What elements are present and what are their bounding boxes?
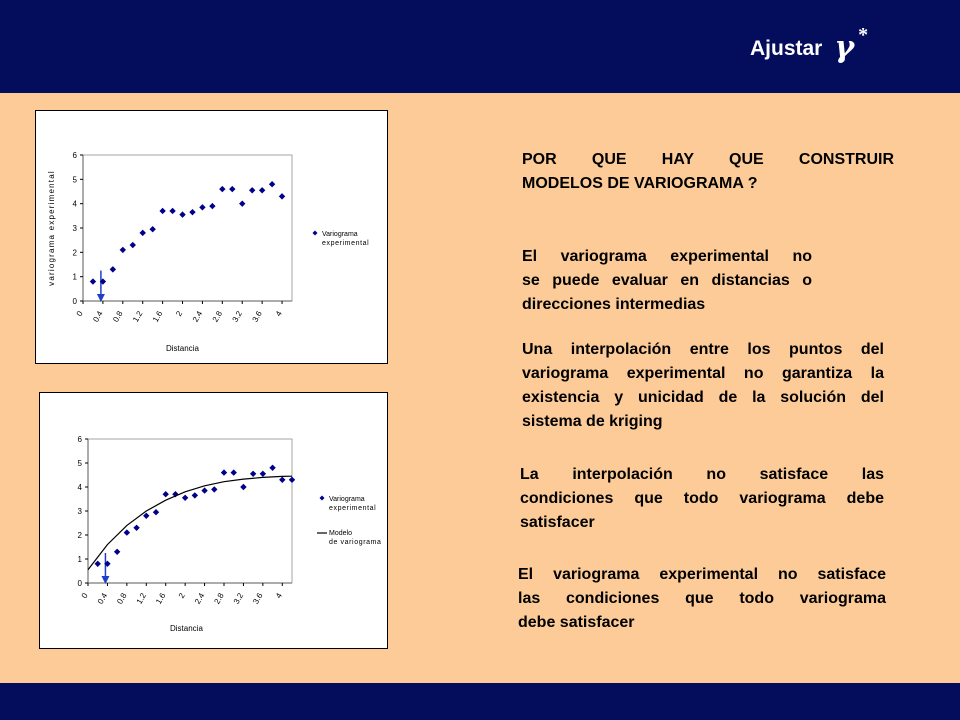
data-point: [229, 186, 235, 192]
paragraph-line: las condiciones que todo variograma: [518, 590, 886, 607]
paragraph-line: se puede evaluar en distancias o: [522, 272, 812, 289]
paragraph-line: variograma experimental no garantiza la: [522, 365, 884, 382]
data-point: [211, 486, 217, 492]
x-tick-label: 2.8: [210, 309, 225, 324]
y-tick-label: 0: [77, 579, 82, 588]
legend-label: experimental: [329, 505, 377, 512]
footer-bar: [0, 683, 960, 720]
x-tick-label: 1.6: [150, 309, 165, 324]
data-point: [231, 469, 237, 475]
legend-marker-swatch: [313, 231, 318, 236]
paragraph-line: sistema de kriging: [522, 413, 663, 430]
legend-label: Variograma: [329, 496, 365, 503]
data-point: [269, 465, 275, 471]
data-point: [149, 226, 155, 232]
paragraph-line: La interpolación no satisface las: [520, 466, 884, 483]
data-point: [279, 477, 285, 483]
y-tick-label: 5: [72, 175, 77, 185]
paragraph-line: Una interpolación entre los puntos del: [522, 341, 884, 358]
paragraph-line: debe satisfacer: [518, 614, 635, 631]
data-point: [249, 187, 255, 193]
data-point: [209, 203, 215, 209]
x-tick-label: 3.2: [231, 591, 246, 606]
data-point: [110, 266, 116, 272]
x-tick-label: 0.4: [95, 591, 110, 606]
data-point: [179, 211, 185, 217]
x-axis-label: Distancia: [166, 344, 199, 353]
data-point: [95, 561, 101, 567]
data-point: [239, 200, 245, 206]
data-point: [221, 469, 227, 475]
x-tick-label: 2.4: [190, 309, 205, 324]
paragraph-1: [522, 245, 812, 317]
x-tick-label: 1.2: [134, 591, 149, 606]
data-point: [114, 549, 120, 555]
data-point: [240, 484, 246, 490]
data-point: [201, 487, 207, 493]
data-point: [259, 187, 265, 193]
legend-label: Variograma: [322, 231, 358, 238]
gamma-symbol: γ: [834, 30, 855, 65]
y-tick-label: 1: [77, 555, 82, 564]
data-point: [269, 181, 275, 187]
data-point: [130, 242, 136, 248]
x-tick-label: 0.8: [115, 591, 129, 606]
paragraph-line: satisfacer: [520, 514, 595, 531]
superscript-star: *: [858, 24, 869, 46]
data-point: [199, 204, 205, 210]
data-point: [279, 193, 285, 199]
paragraph-2: [522, 338, 884, 434]
paragraph-line: existencia y unicidad de la solución del: [522, 389, 884, 406]
data-point: [143, 513, 149, 519]
y-tick-label: 6: [72, 151, 77, 160]
data-point: [133, 525, 139, 531]
legend-label: de variograma: [329, 539, 382, 546]
header-bar: [0, 0, 960, 93]
chart-experimental: [35, 110, 388, 364]
data-point: [159, 208, 165, 214]
x-tick-label: 4: [273, 309, 284, 318]
legend-label: Modelo: [329, 530, 352, 537]
y-tick-label: 3: [77, 507, 82, 516]
x-tick-label: 2: [174, 309, 185, 318]
plot-frame: [83, 155, 292, 301]
paragraph-line: direcciones intermedias: [522, 296, 706, 313]
data-point: [120, 247, 126, 253]
legend-marker-swatch: [320, 496, 325, 501]
data-point: [124, 529, 130, 535]
question-heading: [522, 148, 894, 196]
data-point: [260, 471, 266, 477]
paragraph-line: condiciones que todo variograma debe: [520, 490, 884, 507]
chart-experimental-svg: [36, 111, 387, 363]
title-text: Ajustar: [750, 37, 823, 60]
y-tick-label: 5: [77, 459, 82, 468]
data-point: [140, 230, 146, 236]
heading-line: MODELOS DE VARIOGRAMA ?: [522, 175, 758, 192]
x-tick-label: 0: [74, 309, 85, 318]
data-point: [169, 208, 175, 214]
legend-label: experimental: [322, 240, 370, 247]
data-point: [250, 471, 256, 477]
x-tick-label: 0.8: [111, 309, 125, 324]
y-tick-label: 4: [77, 483, 82, 492]
data-point: [189, 209, 195, 215]
x-tick-label: 2: [176, 591, 187, 600]
y-axis-label: variograma experimental: [47, 170, 56, 286]
data-point: [219, 186, 225, 192]
plot-frame: [88, 439, 292, 583]
y-tick-label: 3: [72, 224, 77, 233]
data-point: [192, 492, 198, 498]
chart-model-svg: [40, 393, 387, 648]
x-tick-label: 1.6: [154, 591, 168, 606]
y-tick-label: 1: [72, 272, 77, 282]
y-tick-label: 6: [77, 435, 82, 444]
x-tick-label: 3.6: [250, 309, 264, 324]
x-tick-label: 1.2: [131, 309, 145, 324]
slide-title: [750, 24, 869, 66]
paragraph-line: El variograma experimental no: [522, 248, 812, 265]
paragraph-3: [520, 463, 884, 535]
x-tick-label: 0.4: [91, 309, 105, 324]
x-tick-label: 0: [79, 591, 90, 600]
chart-model: [39, 392, 388, 649]
data-point: [289, 477, 295, 483]
paragraph-4: [518, 563, 886, 635]
paragraph-line: El variograma experimental no satisface: [518, 566, 886, 583]
y-tick-label: 0: [72, 297, 77, 306]
x-tick-label: 2.8: [212, 591, 226, 606]
x-tick-label: 2.4: [192, 591, 207, 606]
x-tick-label: 4: [273, 591, 285, 600]
data-point: [163, 491, 169, 497]
y-tick-label: 2: [77, 531, 82, 540]
x-tick-label: 3.2: [230, 309, 244, 324]
data-point: [153, 509, 159, 515]
data-point: [182, 495, 188, 501]
heading-line: POR QUE HAY QUE CONSTRUIR: [522, 151, 894, 168]
x-tick-label: 3.6: [251, 591, 265, 606]
y-tick-label: 4: [72, 199, 77, 209]
model-curve: [88, 476, 292, 570]
y-tick-label: 2: [72, 248, 77, 258]
data-point: [90, 278, 96, 284]
x-axis-label: Distancia: [170, 624, 203, 633]
